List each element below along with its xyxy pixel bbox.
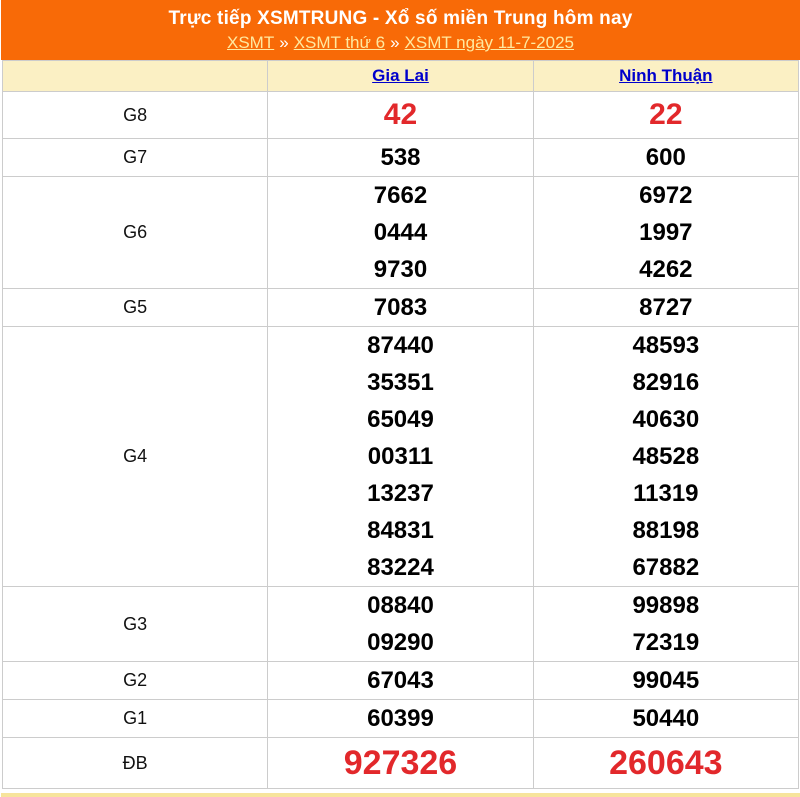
prize-numbers-cell: [268, 327, 533, 587]
prize-numbers-cell: [268, 662, 533, 700]
results-table-body: [3, 92, 799, 789]
prize-label: ĐB: [3, 738, 268, 789]
prize-number: 67882: [632, 554, 700, 581]
prize-number: 0444: [373, 219, 428, 246]
prize-number: 35351: [367, 369, 434, 396]
prize-row-G7: [3, 139, 799, 177]
prize-label: G2: [3, 662, 268, 700]
page-header: [1, 0, 800, 60]
prize-numbers-cell: [533, 327, 798, 587]
prize-number: 40630: [632, 406, 700, 433]
column-header-gia-lai: [268, 61, 533, 92]
prize-number: 6972: [639, 182, 693, 209]
prize-row-G1: [3, 700, 799, 738]
prize-number: 48593: [632, 332, 700, 359]
column-header-ninh-thuan: [533, 61, 798, 92]
prize-number: 87440: [367, 332, 434, 359]
prize-number: 83224: [367, 554, 434, 581]
prize-numbers-cell: [533, 700, 798, 738]
prize-numbers-cell: [268, 700, 533, 738]
prize-row-G2: [3, 662, 799, 700]
prize-row-G6: [3, 177, 799, 289]
prize-row-G5: [3, 289, 799, 327]
page-title: Trực tiếp XSMTRUNG - Xổ số miền Trung hôm nay: [168, 8, 633, 29]
prize-number: 22: [649, 98, 683, 131]
prize-number: 67043: [367, 667, 434, 694]
prize-label: G1: [3, 700, 268, 738]
prize-number: 11319: [633, 480, 699, 507]
prize-numbers-cell: [533, 738, 798, 789]
prize-numbers-cell: [268, 177, 533, 289]
prize-number: 60399: [367, 705, 434, 732]
prize-label: G5: [3, 289, 268, 327]
prize-number: 48528: [632, 443, 700, 470]
prize-number: 50440: [632, 705, 700, 732]
prize-number: 927326: [343, 744, 458, 782]
results-table: [2, 60, 799, 789]
prize-number: 538: [380, 144, 421, 171]
prize-label: G4: [3, 327, 268, 587]
prize-numbers-cell: [268, 738, 533, 789]
prize-numbers-cell: [533, 177, 798, 289]
prize-number: 00311: [367, 443, 434, 470]
prize-number: 99898: [632, 592, 700, 619]
next-section-strip: [1, 793, 800, 797]
prize-number: 9730: [373, 256, 428, 283]
prize-row-G3: [3, 587, 799, 662]
prize-numbers-cell: [533, 92, 798, 139]
breadcrumb-link-2[interactable]: XSMT ngày 11-7-2025: [404, 33, 574, 52]
prize-label: G3: [3, 587, 268, 662]
prize-numbers-cell: [533, 139, 798, 177]
breadcrumb-link-0[interactable]: XSMT: [226, 33, 275, 52]
prize-number: 88198: [632, 517, 700, 544]
prize-number: 42: [383, 98, 418, 131]
prize-number: 8727: [639, 294, 693, 321]
prize-label: G6: [3, 177, 268, 289]
prize-numbers-cell: [533, 587, 798, 662]
prize-numbers-cell: [268, 289, 533, 327]
prize-numbers-cell: [533, 662, 798, 700]
breadcrumb-link-1[interactable]: XSMT thứ 6: [293, 33, 386, 52]
province-link-ninh-thuan[interactable]: Ninh Thuận: [619, 66, 713, 85]
prize-column-header: [3, 61, 268, 92]
prize-number: 1997: [639, 219, 693, 246]
prize-row-G4: [3, 327, 799, 587]
prize-row-G8: [3, 92, 799, 139]
prize-number: 65049: [367, 406, 434, 433]
prize-number: 7662: [373, 182, 428, 209]
prize-number: 260643: [609, 744, 723, 782]
breadcrumb: [1, 31, 800, 55]
prize-number: 82916: [632, 369, 700, 396]
table-header-row: [3, 61, 799, 92]
prize-numbers-cell: [268, 587, 533, 662]
prize-numbers-cell: [533, 289, 798, 327]
prize-number: 99045: [632, 667, 700, 694]
prize-label: G8: [3, 92, 268, 139]
prize-number: 600: [645, 144, 686, 171]
breadcrumb-separator: »: [279, 33, 289, 52]
province-link-gia-lai[interactable]: Gia Lai: [372, 66, 429, 85]
prize-number: 13237: [367, 480, 434, 507]
prize-numbers-cell: [268, 139, 533, 177]
prize-number: 08840: [367, 592, 434, 619]
prize-number: 84831: [367, 517, 434, 544]
prize-number: 4262: [639, 256, 693, 283]
breadcrumb-separator: »: [390, 33, 400, 52]
prize-label: G7: [3, 139, 268, 177]
prize-number: 72319: [632, 629, 700, 656]
prize-row-ĐB: [3, 738, 799, 789]
prize-number: 7083: [373, 294, 428, 321]
prize-number: 09290: [367, 629, 434, 656]
prize-numbers-cell: [268, 92, 533, 139]
